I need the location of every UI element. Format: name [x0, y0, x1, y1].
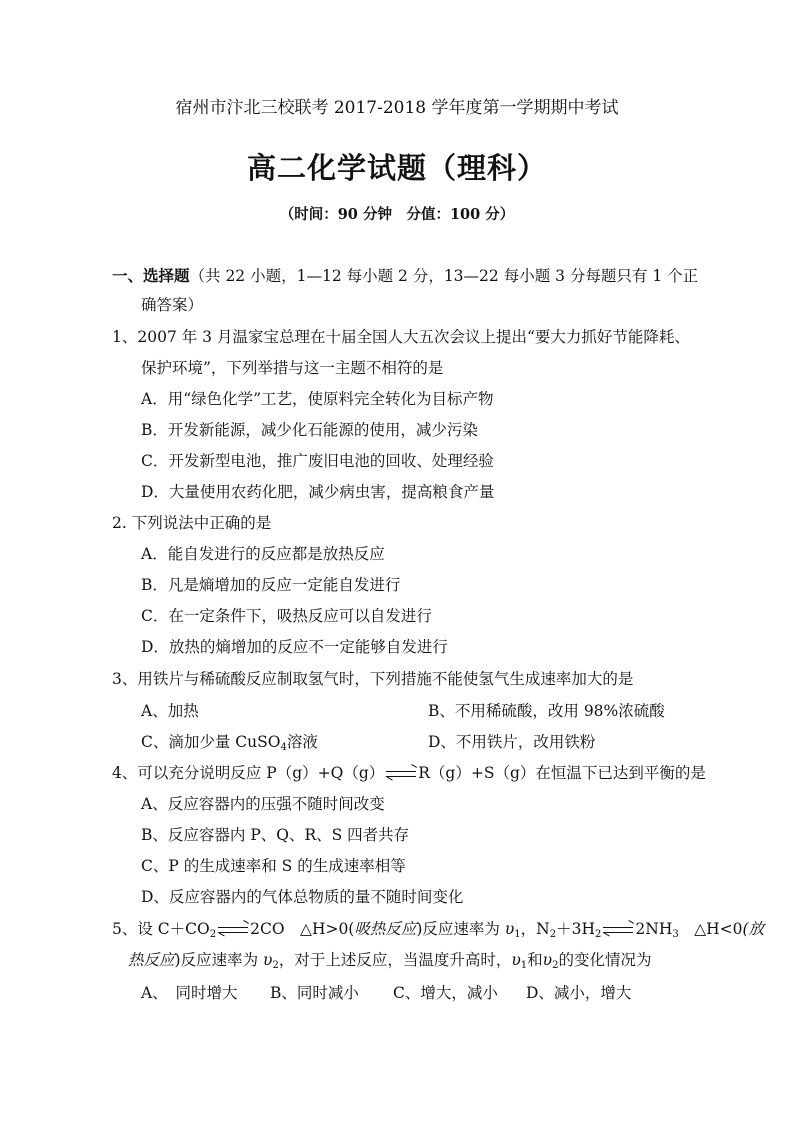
q5-part: ，N [520, 920, 550, 938]
equilibrium-arrow-icon [386, 768, 416, 780]
q2-stem: 2. 下列说法中正确的是 [112, 514, 272, 532]
q5-rate-symbol: υ [263, 951, 273, 969]
q5-part: 和 [527, 951, 543, 969]
q5-sub: 2 [549, 929, 557, 940]
q1-option-b: B．开发新能源，减少化石能源的使用，减少污染 [141, 421, 478, 439]
q1-stem-cont: 保护环境”，下列举措与这一主题不相符的是 [141, 359, 444, 377]
q5-sub: 2 [595, 929, 602, 940]
q5-sub: 2 [209, 929, 217, 940]
q5-option-c: C、增大，减小 [393, 984, 498, 1002]
q5-stem-cont [128, 950, 651, 970]
q5-sub: 1 [514, 929, 521, 940]
q5-rate-symbol: υ [542, 951, 553, 969]
school-header: 宿州市汴北三校联考 2017-2018 学年度第一学期期中考试 [175, 98, 619, 118]
q1-option-a: A．用“绿色化学”工艺，使原料完全转化为目标产物 [141, 390, 494, 408]
q5-part: △H<0 [678, 920, 743, 938]
section-note: （共 22 小题，1—12 每小题 2 分，13—22 每小题 3 分每题只有 1 个正 [189, 267, 699, 285]
q2-option-a: A．能自发进行的反应都是放热反应 [141, 545, 385, 563]
q1-option-c: C．开发新型电池，推广废旧电池的回收、处理经验 [141, 452, 494, 470]
q5-italic: 吸热反应 [354, 920, 417, 938]
q3-option-c [141, 732, 318, 752]
q5-sub: 2 [552, 960, 559, 971]
q5-rate-symbol: υ [504, 920, 515, 938]
q5-part: 的变化情况为 [558, 951, 652, 969]
equilibrium-arrow-icon [218, 924, 248, 936]
q5-part: 5、设 C＋CO [112, 920, 210, 938]
q5-sub: 3 [672, 929, 679, 940]
q3-option-d: D、不用铁片，改用铁粉 [428, 733, 596, 751]
q4-stem [112, 763, 706, 783]
q3-stem: 3、用铁片与稀硫酸反应制取氢气时，下列措施不能使氢气生成速率加大的是 [112, 670, 634, 688]
q5-stem [112, 919, 764, 939]
q4-option-d: D、反应容器内的气体总物质的量不随时间变化 [141, 888, 464, 906]
q5-part: ，对于上述反应，当温度升高时， [278, 951, 512, 969]
q5-part: )反应速率为 [174, 951, 263, 969]
q2-option-b: B．凡是熵增加的反应一定能自发进行 [141, 576, 401, 594]
section-note-cont: 确答案） [141, 296, 204, 314]
q2-option-c: C．在一定条件下，吸热反应可以自发进行 [141, 607, 432, 625]
section-heading: 一、选择题 [112, 266, 190, 285]
q4-stem-end: R（g）+S（g）在恒温下已达到平衡的是 [418, 764, 706, 782]
q3-option-a: A、加热 [141, 702, 199, 720]
q3-option-c-text: C、滴加少量 CuSO [141, 733, 281, 751]
q5-rate-symbol: υ [511, 951, 521, 969]
q5-part: 2CO △H>0( [250, 920, 355, 938]
q3-option-b: B、不用稀硫酸，改用 98%浓硫酸 [428, 702, 665, 720]
q2-option-d: D．放热的熵增加的反应不一定能够自发进行 [141, 638, 448, 656]
q3-option-c-tail: 溶液 [286, 733, 318, 751]
q5-italic: 热反应 [128, 951, 175, 969]
q1-option-d: D．大量使用农药化肥，减少病虫害，提高粮食产量 [141, 483, 495, 501]
q4-option-c: C、P 的生成速率和 S 的生成速率相等 [141, 857, 406, 875]
q5-option-b: B、同时减小 [270, 984, 359, 1002]
q5-option-d: D、减小，增大 [526, 984, 632, 1002]
q1-stem: 1、2007 年 3 月温家宝总理在十届全国人大五次会议上提出“要大力抓好节能降耗、 [112, 328, 690, 346]
q5-sub: 2 [272, 960, 279, 971]
q5-option-a: A、 同时增大 [141, 984, 238, 1002]
q5-part: 2NH [635, 920, 673, 938]
q4-option-a: A、反应容器内的压强不随时间改变 [141, 795, 385, 813]
exam-meta: （时间：90 分钟 分值：100 分） [279, 206, 515, 223]
q3-option-c-sub: 4 [280, 742, 287, 753]
equilibrium-arrow-icon [603, 924, 633, 936]
q5-sub: 1 [520, 960, 528, 971]
section-heading-line [112, 266, 698, 286]
q5-italic: (放 [742, 920, 765, 938]
q4-stem-start: 4、可以充分说明反应 P（g）+Q（g） [112, 764, 385, 782]
q5-part: )反应速率为 [416, 920, 505, 938]
page-title: 高二化学试题（理科） [246, 151, 547, 185]
q5-part: ＋3H [556, 920, 596, 938]
q4-option-b: B、反应容器内 P、Q、R、S 四者共存 [141, 826, 410, 844]
